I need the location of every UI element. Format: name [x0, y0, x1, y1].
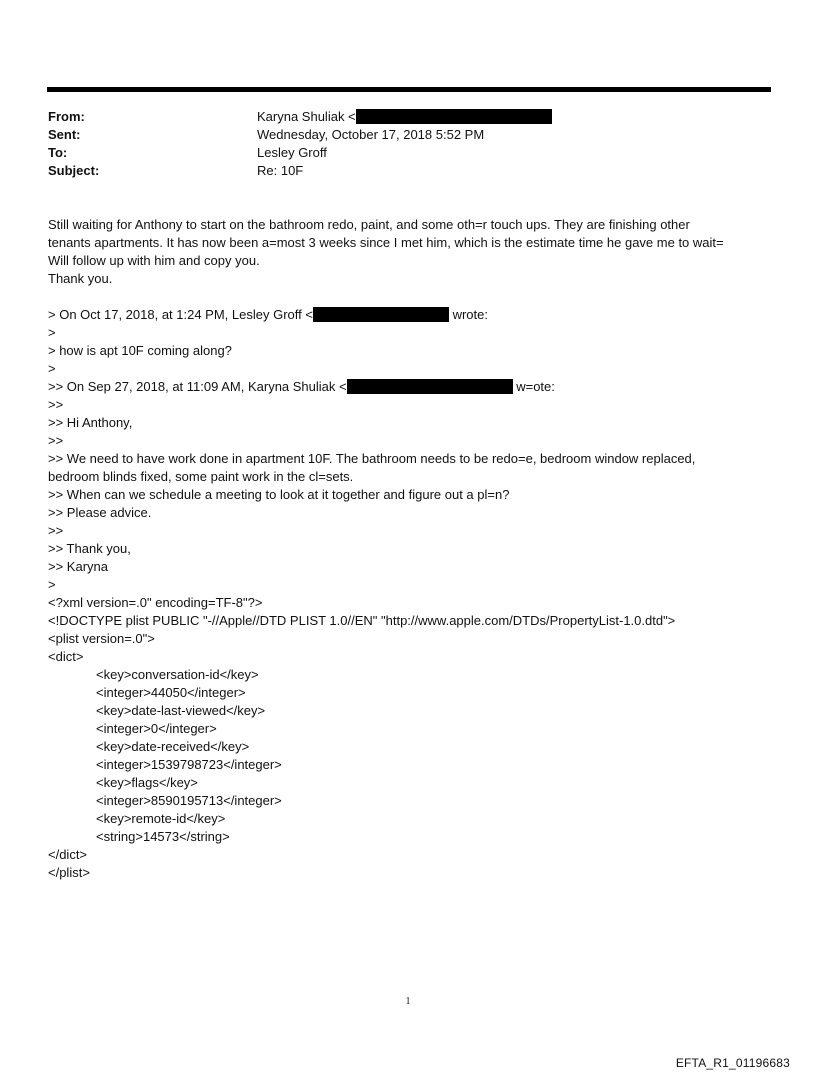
xml-line: <plist version=.0">: [48, 631, 155, 646]
quoted-line: bedroom blinds fixed, some paint work in the cl=sets.: [48, 469, 354, 484]
quoted-line: >> We need to have work done in apartment 10F. The bathroom needs to be redo=e, bedroom window replaced,: [48, 451, 696, 466]
xml-line: <integer>44050</integer>: [96, 685, 246, 700]
subject-value: Re: 10F: [257, 163, 304, 178]
from-value: [257, 108, 737, 126]
document-id: EFTA_R1_01196683: [675, 1056, 790, 1070]
xml-line: <integer>1539798723</integer>: [96, 757, 282, 772]
quote-attribution: > On Oct 17, 2018, at 1:24 PM, Lesley Groff <: [48, 307, 313, 322]
xml-line: <integer>8590195713</integer>: [96, 793, 282, 808]
quoted-line: >: [48, 577, 56, 592]
to-value: Lesley Groff: [257, 145, 327, 160]
quoted-line: >: [48, 325, 56, 340]
quoted-line: > how is apt 10F coming along?: [48, 343, 232, 358]
subject-label: Subject:: [48, 163, 100, 178]
message-line: Thank you.: [48, 271, 113, 286]
xml-line: <dict>: [48, 649, 84, 664]
from-label: From:: [48, 109, 85, 124]
quote-attribution: >> On Sep 27, 2018, at 11:09 AM, Karyna Shuliak <: [48, 379, 347, 394]
xml-line: <integer>0</integer>: [96, 721, 217, 736]
xml-line: </plist>: [48, 865, 90, 880]
quoted-line: >: [48, 361, 56, 376]
to-label: To:: [48, 145, 68, 160]
quoted-line: [48, 306, 748, 324]
quoted-line: >> Karyna: [48, 559, 108, 574]
sent-value: Wednesday, October 17, 2018 5:52 PM: [257, 127, 485, 142]
message-line: Will follow up with him and copy you.: [48, 253, 260, 268]
redaction-block: [313, 307, 449, 322]
xml-line: <!DOCTYPE plist PUBLIC "-//Apple//DTD PLIST 1.0//EN" "http://www.apple.com/DTDs/PropertyList-1.0.dtd">: [48, 613, 676, 628]
page-number: 1: [405, 996, 411, 1007]
quoted-line: >>: [48, 523, 64, 538]
message-line: Still waiting for Anthony to start on the bathroom redo, paint, and some oth=r touch ups. They are finishing other: [48, 217, 690, 232]
xml-line: </dict>: [48, 847, 88, 862]
sent-label: Sent:: [48, 127, 81, 142]
message-body: [48, 216, 748, 288]
xml-line: <string>14573</string>: [96, 829, 230, 844]
quoted-line: [48, 378, 748, 396]
xml-line: <key>remote-id</key>: [96, 811, 226, 826]
quoted-line: >> Thank you,: [48, 541, 131, 556]
message-line: tenants apartments. It has now been a=most 3 weeks since I met him, which is the estimate time he gave me to wait=: [48, 235, 724, 250]
quoted-line: >>: [48, 397, 64, 412]
quoted-line: >> When can we schedule a meeting to look at it together and figure out a pl=n?: [48, 487, 510, 502]
from-name: Karyna Shuliak <: [257, 109, 356, 124]
quoted-line: >> Please advice.: [48, 505, 152, 520]
redaction-block: [356, 109, 552, 124]
header-rule: [47, 87, 771, 92]
plist-xml: [48, 594, 748, 882]
xml-line: <key>date-received</key>: [96, 739, 250, 754]
quoted-thread: [48, 306, 748, 594]
quoted-line: >> Hi Anthony,: [48, 415, 133, 430]
quote-attribution-suffix: w=ote:: [512, 379, 555, 394]
xml-line: <key>date-last-viewed</key>: [96, 703, 266, 718]
quoted-line: >>: [48, 433, 64, 448]
xml-line: <key>conversation-id</key>: [96, 667, 259, 682]
redaction-block: [347, 379, 513, 394]
xml-line: <key>flags</key>: [96, 775, 198, 790]
quote-attribution-suffix: wrote:: [448, 307, 488, 322]
xml-line: <?xml version=.0" encoding=TF-8"?>: [48, 595, 263, 610]
